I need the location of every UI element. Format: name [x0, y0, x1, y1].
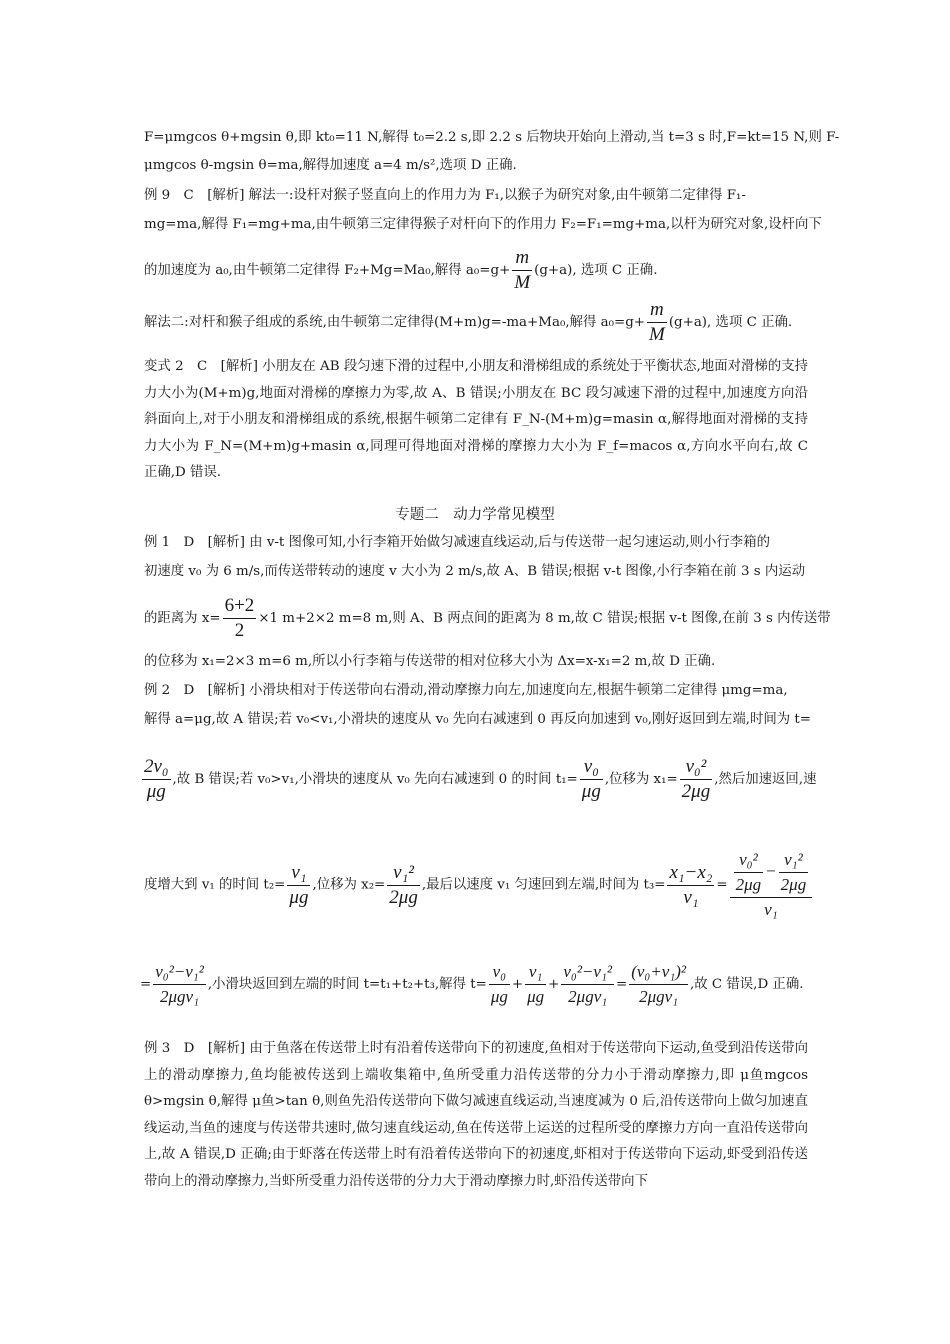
text-span: ,位移为 x₂= [312, 877, 386, 893]
fraction [153, 960, 206, 1009]
example-2-line [140, 752, 817, 808]
fraction [561, 960, 614, 1009]
equals-sign: = [716, 877, 728, 893]
text-span: ,然后加速返回,速 [714, 772, 817, 787]
minus-sign: − [765, 861, 777, 881]
text-span: 解法二:对杆和猴子组成的系统,由牛顿第二定律得(M+m)g=-ma+Ma₀,解得 a₀=g+ [144, 315, 645, 330]
numerator: v₀ [580, 755, 603, 780]
fraction [580, 755, 603, 804]
denominator: 2μg [780, 875, 807, 894]
text-span: (g+a), 选项 C 正确. [534, 263, 658, 278]
numerator: m [512, 246, 532, 271]
text-span: 的距离为 x= [144, 611, 221, 626]
example-2-line: 例 2 D [解析] 小滑块相对于传送带向右滑动,滑动摩擦力向左,加速度向左,根据牛顿第二定律得 μmg=ma, [144, 683, 788, 698]
example-1-line: 初速度 v₀ 为 6 m/s,而传送带转动的速度 v 大小为 2 m/s,故 A、B 错误;根据 v-t 图像,小行李箱在前 3 s 内运动 [144, 564, 806, 579]
text-span: (g+a), 选项 C 正确. [668, 315, 793, 330]
fraction [287, 861, 310, 910]
example-9-line [144, 246, 808, 296]
text-span: ,故 B 错误;若 v₀>v₁,小滑块的速度从 v₀ 先向右减速到 0 的时间 t₁= [172, 772, 578, 787]
text-span: ,故 C 错误,D 正确. [690, 977, 804, 992]
numerator: v₀²−v₁² [561, 960, 614, 985]
denominator: 2μgv₁ [639, 987, 679, 1006]
plus-sign: + [511, 977, 524, 992]
numerator: v₀²−v₁² [153, 960, 206, 985]
numerator: m [647, 298, 667, 323]
text-span: ×1 m+2×2 m=8 m,则 A、B 两点间的距离为 8 m,故 C 错误;根据 v-t 图像,在前 3 s 内传送带 [258, 611, 831, 626]
example-3-paragraph: 例 3 D [解析] 由于鱼落在传送带上时有沿着传送带向下的初速度,鱼相对于传送带向下运动,鱼受到沿传送带向上的滑动摩擦力,鱼均能被传送到上端收集箱中,鱼所受重力沿传送带的分力小于滑动摩擦力,即 μ鱼mgcos θ>mgsin θ,解得 μ鱼>tan θ,则鱼先沿传送带向下做匀减速直线运动,当速度减为 0 后,沿传送带向上做匀加速直线运动,当鱼的速度与传送带共速时,做匀速直线运动,鱼在传送带上运送的过程所受的摩擦力方向一直沿传送带向上,故 A 错误,D 正确;由于虾落在传送带上时有沿着传送带向下的初速度,虾相对于传送带向下运动,虾受到沿传送带向上的滑动摩擦力,当虾所受重力沿传送带的分力大于滑动摩擦力时,虾沿传送带向下 [144, 1041, 808, 1189]
text-span: 度增大到 v₁ 的时间 t₂= [144, 877, 286, 893]
compound-fraction [730, 848, 813, 922]
numerator: v₁ [287, 861, 310, 886]
example-1-line [144, 594, 831, 644]
numerator: 6+2 [223, 594, 257, 619]
fraction [680, 755, 713, 804]
text-span: 的加速度为 a₀,由牛顿第二定律得 F₂+Mg=Ma₀,解得 a₀=g+ [144, 263, 511, 278]
denominator: 2μg [389, 886, 418, 908]
denominator: μg [581, 781, 601, 802]
denominator: M [648, 324, 665, 345]
plus-sign: + [548, 977, 560, 992]
denominator: M [514, 272, 531, 293]
fraction [667, 861, 714, 910]
denominator: μg [527, 987, 545, 1006]
section-title: 专题二 动力学常见模型 [395, 507, 555, 523]
denominator: 2μg [681, 781, 711, 802]
example-2-line: 解得 a=μg,故 A 错误;若 v₀<v₁,小滑块的速度从 v₀ 先向右减速到 0 再反向加速到 v₀,刚好返回到左端,时间为 t= [144, 712, 811, 727]
fraction [142, 755, 171, 804]
fraction [779, 848, 809, 897]
variant-2-paragraph: 变式 2 C [解析] 小朋友在 AB 段匀速下滑的过程中,小朋友和滑梯组成的系统处于平衡状态,地面对滑梯的支持力大小为(M+m)g,地面对滑梯的摩擦力为零,故 A、B 错误;小朋友在 BC 段匀减速下滑的过程中,加速度方向沿斜面向上,对于小朋友和滑梯组成的系统,根据牛顿第二定律有 F_N-(M+m)g=masin α,解得地面对滑梯的支持力大小为 F_N=(M+m)g+masin α,同理可得地面对滑梯的摩擦力大小为 F_f=macos α,方向水平向右,故 C 正确,D 错误. [144, 359, 808, 480]
fraction [629, 960, 688, 1009]
denominator: μg [490, 987, 508, 1006]
denominator: 2μgv₁ [160, 987, 200, 1006]
denominator: 2 [234, 620, 245, 641]
fraction [387, 861, 420, 910]
denominator: μg [146, 781, 166, 802]
fraction [489, 960, 510, 1009]
example-9-method2 [144, 298, 808, 348]
text-span: ,最后以速度 v₁ 匀速回到左端,时间为 t₃= [421, 877, 666, 893]
numerator: x₁−x₂ [667, 861, 714, 886]
fraction-six-plus-two-over-two [223, 594, 257, 643]
fraction [525, 960, 546, 1009]
denominator: v₁ [764, 900, 778, 919]
denominator: μg [289, 886, 309, 908]
numerator: v₁ [525, 960, 546, 985]
numerator: v₁² [779, 848, 809, 873]
fraction-m-over-M [512, 246, 532, 295]
text-span: ,小滑块返回到左端的时间 t=t₁+t₂+t₃,解得 t= [207, 977, 487, 992]
denominator: 2μg [735, 875, 762, 894]
example-9-line: 例 9 C [解析] 解法一:设杆对猴子竖直向上的作用力为 F₁,以猴子为研究对象,由牛顿第二定律得 F₁- [144, 188, 746, 203]
example-9-line: mg=ma,解得 F₁=mg+ma,由牛顿第三定律得猴子对杆向下的作用力 F₂=F₁=mg+ma,以杆为研究对象,设杆向下 [144, 217, 822, 232]
example-2-line [140, 957, 804, 1013]
denominator: v₁ [683, 886, 699, 908]
denominator: 2μgv₁ [568, 987, 608, 1006]
text-line: μmgcos θ-mgsin θ=ma,解得加速度 a=4 m/s²,选项 D 正确. [144, 158, 517, 173]
example-1-line: 的位移为 x₁=2×3 m=6 m,所以小行李箱与传送带的相对位移大小为 Δx=x-x₁=2 m,故 D 正确. [144, 654, 716, 669]
equals-sign: = [615, 977, 628, 992]
text-line: F=μmgcos θ+mgsin θ,即 kt₀=11 N,解得 t₀=2.2 s,即 2.2 s 后物块开始向上滑动,当 t=3 s 时,F=kt=15 N,则 F- [144, 130, 840, 145]
numerator: v₁² [387, 861, 420, 886]
equals-sign: = [140, 977, 152, 992]
example-2-line [144, 848, 808, 922]
numerator [730, 848, 813, 898]
numerator: 2v₀ [142, 755, 171, 780]
fraction [734, 848, 764, 897]
numerator: v₀² [680, 755, 713, 780]
numerator: v₀² [734, 848, 764, 873]
fraction-m-over-M [647, 298, 667, 347]
numerator: (v₀+v₁)² [629, 960, 688, 985]
example-1-line: 例 1 D [解析] 由 v-t 图像可知,小行李箱开始做匀减速直线运动,后与传送带一起匀速运动,则小行李箱的 [144, 535, 770, 550]
numerator: v₀ [489, 960, 510, 985]
text-span: ,位移为 x₁= [604, 772, 678, 787]
